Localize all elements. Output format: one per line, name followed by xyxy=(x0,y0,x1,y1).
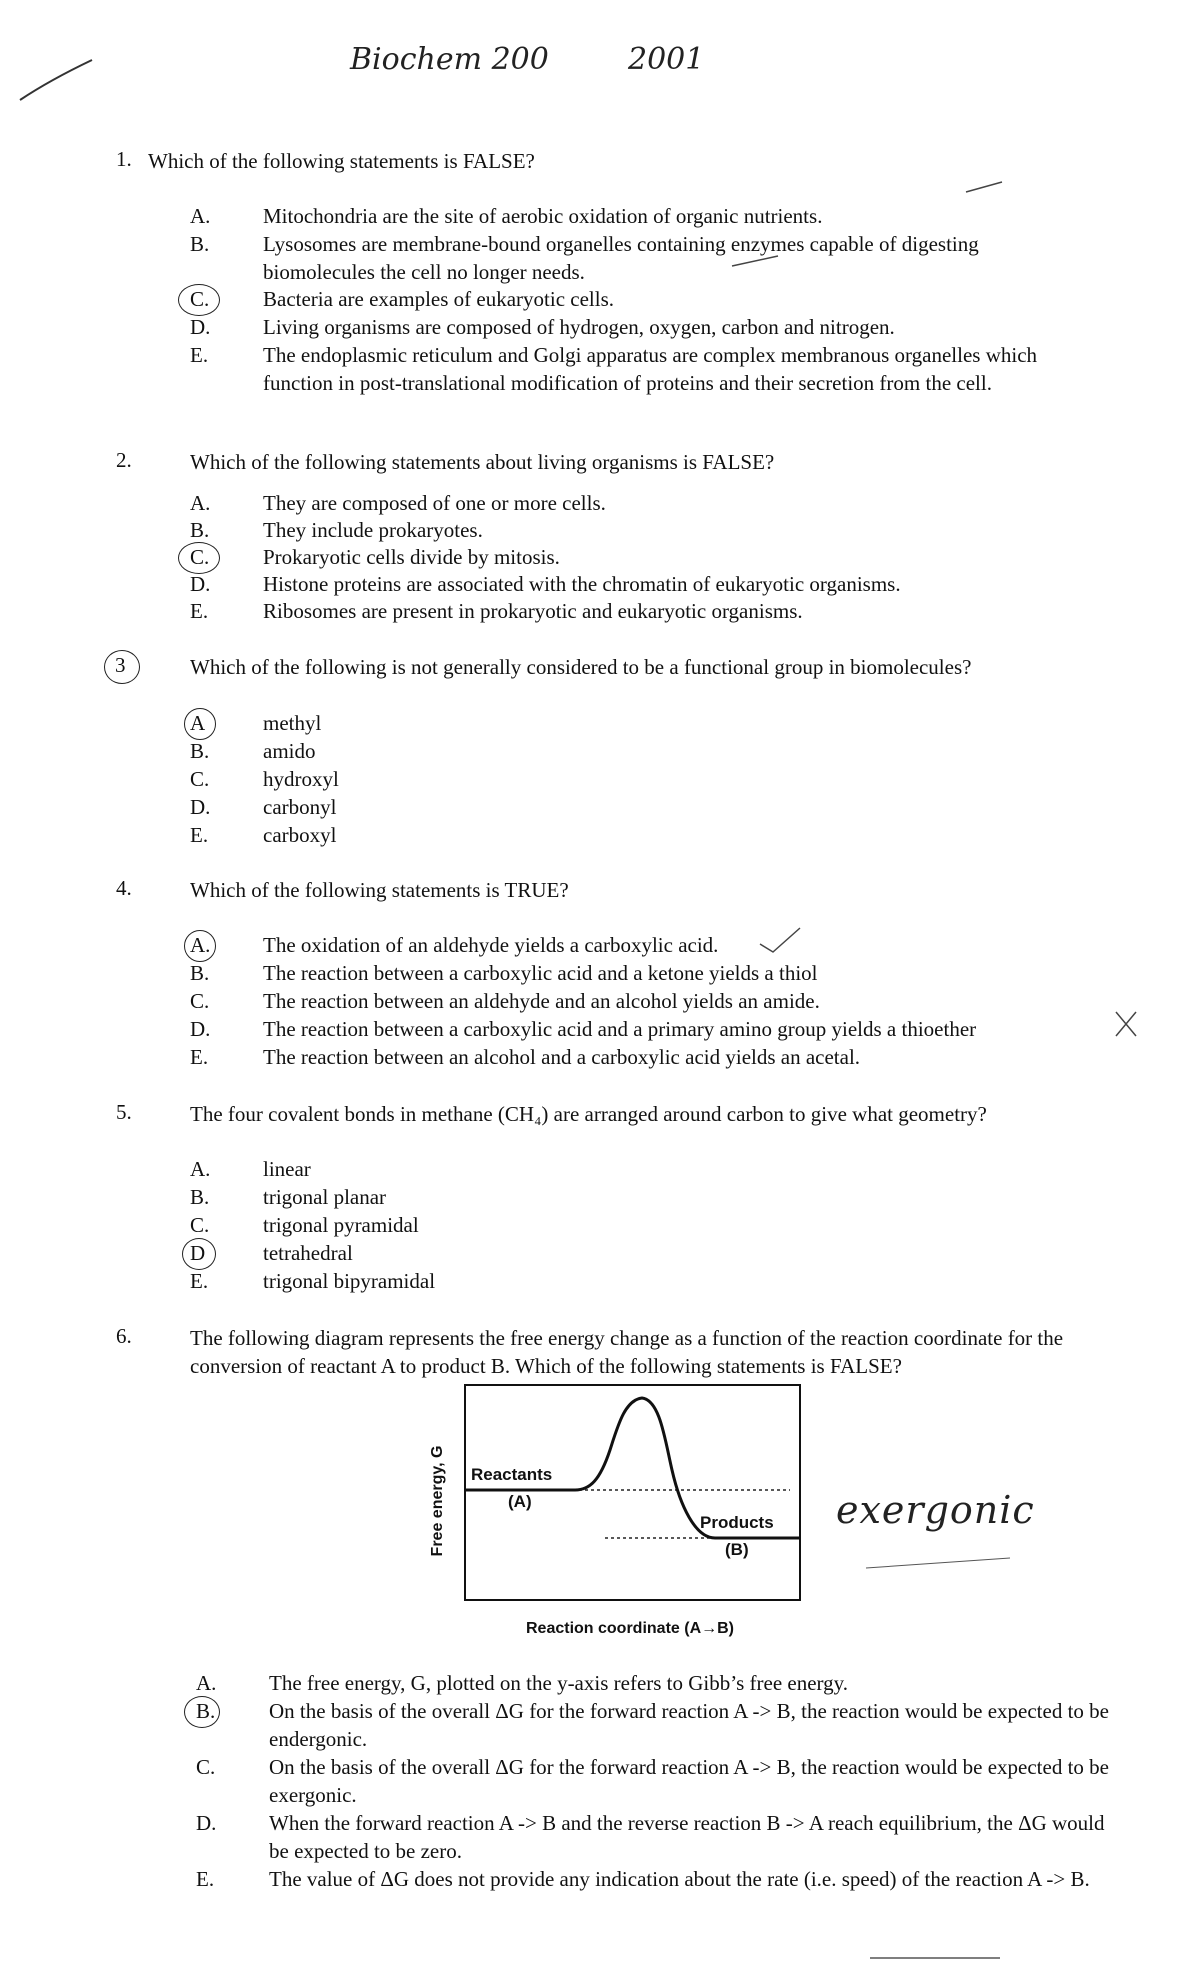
tick-mark xyxy=(732,256,778,266)
option-text: The free energy, G, plotted on the y-axis refers to Gibb’s free energy. xyxy=(269,1671,849,1695)
option-text: carbonyl xyxy=(263,795,337,819)
option-text: trigonal bipyramidal xyxy=(263,1269,436,1293)
option-letter: D. xyxy=(190,315,211,339)
option-text: tetrahedral xyxy=(263,1241,353,1265)
option-letter: B. xyxy=(190,739,210,763)
header-course: Biochem 200 xyxy=(350,42,549,77)
option-letter: D. xyxy=(190,572,211,596)
option-text: The value of ΔG does not provide any indication about the rate (i.e. speed) of the reaction A -> B. xyxy=(269,1867,1090,1891)
option-text: They are composed of one or more cells. xyxy=(263,491,606,515)
question-number: 3 xyxy=(115,653,126,677)
question-text: Which of the following statements is TRUE? xyxy=(190,878,569,902)
option-letter: E. xyxy=(190,1045,209,1069)
option-letter: C. xyxy=(190,767,210,791)
option-text: methyl xyxy=(263,711,322,735)
option-letter: A. xyxy=(190,204,211,228)
option-text: On the basis of the overall ΔG for the forward reaction A -> B, the reaction would be expected to be endergonic. xyxy=(269,1699,1109,1751)
option-letter: C. xyxy=(190,287,210,311)
question-text: Which of the following statements about living organisms is FALSE? xyxy=(190,450,775,474)
option-letter: E. xyxy=(190,599,209,623)
option-letter: C. xyxy=(190,989,210,1013)
option-letter: A. xyxy=(190,491,211,515)
option-text: Ribosomes are present in prokaryotic and eukaryotic organisms. xyxy=(263,599,803,623)
option-letter: A. xyxy=(190,1157,211,1181)
option-letter: A. xyxy=(196,1671,217,1695)
option-text: Lysosomes are membrane-bound organelles containing enzymes capable of digesting biomolecules the cell no longer needs. xyxy=(263,232,979,284)
option-letter: B. xyxy=(196,1699,216,1723)
x-mark xyxy=(1116,1012,1136,1036)
option-text: linear xyxy=(263,1157,311,1181)
reactants-label: Reactants xyxy=(471,1465,553,1484)
option-letter: B. xyxy=(190,961,210,985)
option-text: The reaction between a carboxylic acid and a primary amino group yields a thioether xyxy=(263,1017,977,1041)
option-text: Mitochondria are the site of aerobic oxidation of organic nutrients. xyxy=(263,204,823,228)
option-letter: A xyxy=(190,711,206,735)
option-letter: E. xyxy=(190,1269,209,1293)
question-number: 6. xyxy=(116,1324,132,1348)
option-text: The reaction between an alcohol and a carboxylic acid yields an acetal. xyxy=(263,1045,861,1069)
question-text: Which of the following is not generally considered to be a functional group in biomolecules? xyxy=(190,655,972,679)
question-number: 4. xyxy=(116,876,132,900)
option-letter: D. xyxy=(190,1017,211,1041)
option-letter: C. xyxy=(190,1213,210,1237)
products-sub-label: (B) xyxy=(725,1540,749,1559)
margin-note: exergonic xyxy=(836,1488,1035,1532)
option-text: The oxidation of an aldehyde yields a carboxylic acid. xyxy=(263,933,719,957)
option-letter: B. xyxy=(190,1185,210,1209)
header-year: 2001 xyxy=(628,42,705,77)
option-text: hydroxyl xyxy=(263,767,339,791)
option-text: Prokaryotic cells divide by mitosis. xyxy=(263,545,560,569)
option-letter: D. xyxy=(196,1811,217,1835)
question-text: Which of the following statements is FALSE? xyxy=(148,149,535,173)
option-text: The reaction between an aldehyde and an alcohol yields an amide. xyxy=(263,989,820,1013)
reactants-sub-label: (A) xyxy=(508,1492,532,1511)
question-text: The following diagram represents the free energy change as a function of the reaction coordinate for the conversion of reactant A to product B. Which of the following statements is FALSE? xyxy=(190,1326,1064,1378)
option-letter: D. xyxy=(190,795,211,819)
option-text: Bacteria are examples of eukaryotic cells. xyxy=(263,287,614,311)
option-text: The endoplasmic reticulum and Golgi apparatus are complex membranous organelles which function in post-translational modification of proteins and their secretion from the cell. xyxy=(263,343,1038,395)
question-number: 1. xyxy=(116,147,132,171)
option-letter: C. xyxy=(196,1755,216,1779)
check-mark xyxy=(760,928,800,952)
option-text: They include prokaryotes. xyxy=(263,518,483,542)
option-letter: E. xyxy=(190,823,209,847)
y-axis-label: Free energy, G xyxy=(429,1445,446,1557)
question-number: 2. xyxy=(116,448,132,472)
option-letter: B. xyxy=(190,232,210,256)
option-text: When the forward reaction A -> B and the reverse reaction B -> A reach equilibrium, the ΔG would be expected to be zero. xyxy=(269,1811,1105,1863)
option-letter: E. xyxy=(196,1867,215,1891)
question-text: The four covalent bonds in methane (CH₄) are arranged around carbon to give what geometry? xyxy=(190,1102,987,1126)
option-text: On the basis of the overall ΔG for the forward reaction A -> B, the reaction would be expected to be exergonic. xyxy=(269,1755,1109,1807)
option-text: Histone proteins are associated with the chromatin of eukaryotic organisms. xyxy=(263,572,901,596)
option-text: The reaction between a carboxylic acid and a ketone yields a thiol xyxy=(263,961,818,985)
option-text: amido xyxy=(263,739,316,763)
option-text: trigonal pyramidal xyxy=(263,1213,419,1237)
question-number: 5. xyxy=(116,1100,132,1124)
tick-mark xyxy=(966,182,1002,192)
option-letter: D xyxy=(190,1241,206,1265)
option-letter: A. xyxy=(190,933,211,957)
option-text: carboxyl xyxy=(263,823,337,847)
option-letter: C. xyxy=(190,545,210,569)
option-letter: B. xyxy=(190,518,210,542)
option-letter: E. xyxy=(190,343,209,367)
option-text: Living organisms are composed of hydrogen, oxygen, carbon and nitrogen. xyxy=(263,315,895,339)
underline-mark xyxy=(866,1558,1010,1568)
x-axis-label: Reaction coordinate (A→B) xyxy=(525,1620,734,1637)
products-label: Products xyxy=(700,1513,774,1532)
corner-scribble xyxy=(20,60,92,100)
option-text: trigonal planar xyxy=(263,1185,387,1209)
